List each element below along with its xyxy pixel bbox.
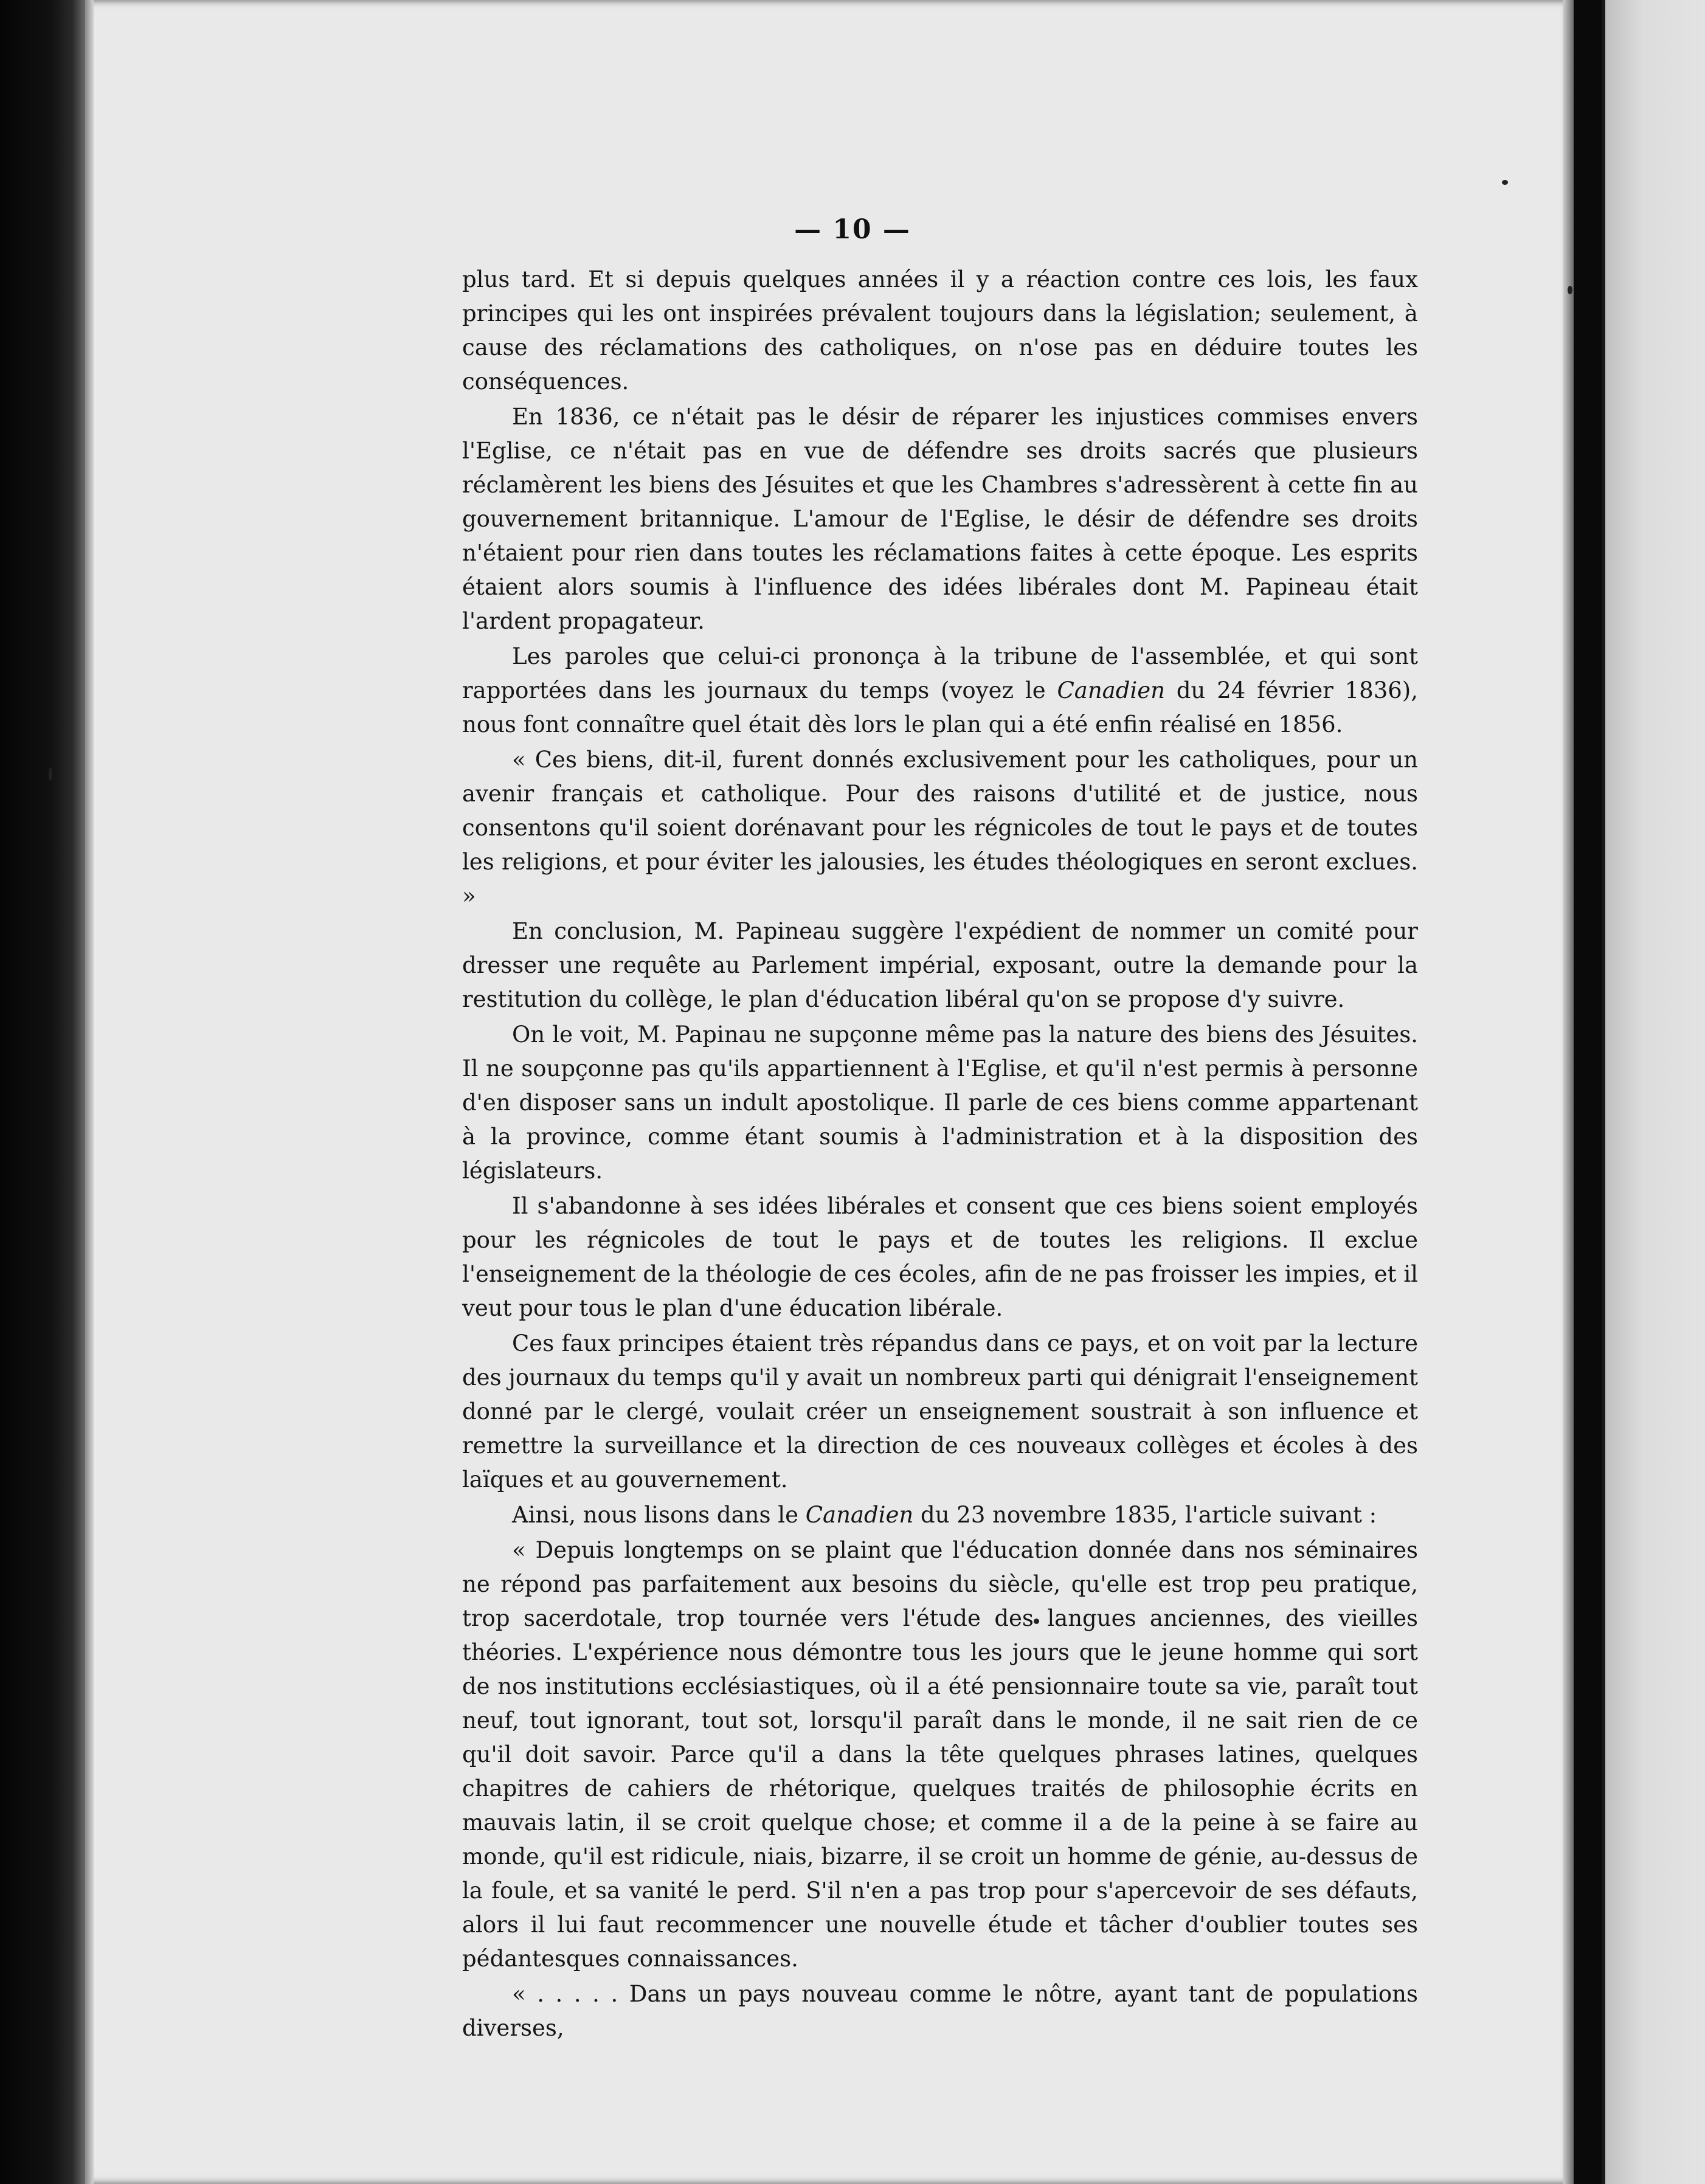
scan-speck xyxy=(1502,180,1508,185)
paragraph-text: « Depuis longtemps on se plaint que l'éducation donnée dans nos séminaires ne répond pas parfaitement aux besoins du siècle, qu'elle est trop peu pratique, trop sacerdotale, trop tournée vers l'étude des langues anciennes, des vieilles théories. L'expérience nous démontre tous les jours que le jeune homme qui sort de nos institutions ecclésiastiques, où il a été pensionnaire toute sa vie, paraît tout neuf, tout ignorant, tout sot, lorsqu'il paraît dans le monde, il ne sait rien de ce qu'il doit savoir. Parce qu'il a dans la tête quelques phrases latines, quelques chapitres de cahiers de rhétorique, quelques traités de philosophie écrits en mauvais latin, il se croit quelque chose; et comme il a de la peine à se faire au monde, qu'il est ridicule, niais, bizarre, il se croit un homme de génie, au-dessus de la foule, et sa vanité le perd. S'il n'en a pas trop pour s'apercevoir de ses défauts, alors il lui faut recommencer une nouvelle étude et tâcher d'oublier toutes ses pédantesques connaissances. xyxy=(462,1537,1418,1972)
page-gutter xyxy=(1574,0,1602,2184)
next-page-edge xyxy=(1602,0,1705,2184)
paragraph-text: En 1836, ce n'était pas le désir de réparer les injustices commises envers l'Eglise, ce n'était pas en vue de défendre ses droits sacrés que plusieurs réclamèrent les biens des Jésuites et que les Chambres s'adressèrent à cette fin au gouvernement britannique. L'amour de l'Eglise, le désir de défendre ses droits n'étaient pour rien dans toutes les réclamations faites à cette époque. Les esprits étaient alors soumis à l'influence des idées libérales dont M. Papineau était l'ardent propagateur. xyxy=(462,404,1418,634)
paragraph-text: « . . . . . Dans un pays nouveau comme le nôtre, ayant tant de populations diverses, xyxy=(462,1981,1418,2041)
scan-speck xyxy=(49,767,52,781)
paragraph-text: Ces faux principes étaient très répandus dans ce pays, et on voit par la lecture des journaux du temps qu'il y avait un nombreux parti qui dénigrait l'enseignement donné par le clergé, voulait créer un enseignement soustrait à son influence et remettre la surveillance et la direction de ces nouveaux collèges et écoles à des laïques et au gouvernement. xyxy=(462,1330,1418,1493)
paragraph-text: plus tard. Et si depuis quelques années il y a réaction contre ces lois, les faux principes qui les ont inspirées prévalent toujours dans la législation; seulement, à cause des réclamations des catholiques, on n'ose pas en déduire toutes les conséquences. xyxy=(462,266,1418,395)
next-page-rule xyxy=(1602,0,1605,2184)
paragraph-text: du 24 février 1836), nous font connaître quel était dès lors le plan qui a été enfin réalisé en 1856. xyxy=(462,677,1418,738)
page-edge-left xyxy=(85,0,94,2184)
body-text xyxy=(462,263,1418,2047)
italic-title: Canadien xyxy=(805,1502,914,1528)
paragraph-text: Ainsi, nous lisons dans le xyxy=(512,1502,806,1528)
paragraph-text: En conclusion, M. Papineau suggère l'expédient de nommer un comité pour dresser une requête au Parlement impérial, exposant, outre la demande pour la restitution du collège, le plan d'éducation libéral qu'on se propose d'y suivre. xyxy=(462,918,1418,1012)
paragraph xyxy=(462,1977,1418,2045)
paragraph xyxy=(462,1189,1418,1325)
paragraph xyxy=(462,640,1418,742)
paragraph-text: « Ces biens, dit-il, furent donnés exclusivement pour les catholiques, pour un avenir français et catholique. Pour des raisons d'utilité et de justice, nous consentons qu'il soient dorénavant pour les régnicoles de tout le pays et de toutes les religions, et pour éviter les jalousies, les études théologiques en seront exclues. » xyxy=(462,747,1418,909)
italic-title: Canadien xyxy=(1057,677,1165,703)
paragraph-text: Il s'abandonne à ses idées libérales et consent que ces biens soient employés pour les régnicoles de tout le pays et de toutes les religions. Il exclue l'enseignement de la théologie de ces écoles, afin de ne pas froisser les impies, et il veut pour tous le plan d'une éducation libérale. xyxy=(462,1193,1418,1321)
paragraph xyxy=(462,743,1418,913)
paragraph xyxy=(462,263,1418,399)
paragraph xyxy=(462,914,1418,1017)
scan-speck xyxy=(1568,286,1572,294)
scanner-frame-left xyxy=(0,0,85,2184)
paragraph-text: du 23 novembre 1835, l'article suivant : xyxy=(913,1502,1377,1528)
page-number: — 10 — xyxy=(794,214,911,245)
paragraph xyxy=(462,1533,1418,1976)
paragraph xyxy=(462,1018,1418,1188)
page-edge-right xyxy=(1563,0,1574,2184)
paragraph xyxy=(462,400,1418,638)
paragraph-text: On le voit, M. Papinau ne supçonne même pas la nature des biens des Jésuites. Il ne soupçonne pas qu'ils appartiennent à l'Eglise, et qu'il n'est permis à personne d'en disposer sans un indult apostolique. Il parle de ces biens comme appartenant à la province, comme étant soumis à l'administration et à la disposition des législateurs. xyxy=(462,1021,1418,1184)
paragraph-text: Les paroles que celui-ci prononça à la tribune de l'assemblée, et qui sont rapportées dans les journaux du temps (voyez le xyxy=(462,643,1418,703)
paragraph xyxy=(462,1327,1418,1497)
paragraph xyxy=(462,1498,1418,1532)
